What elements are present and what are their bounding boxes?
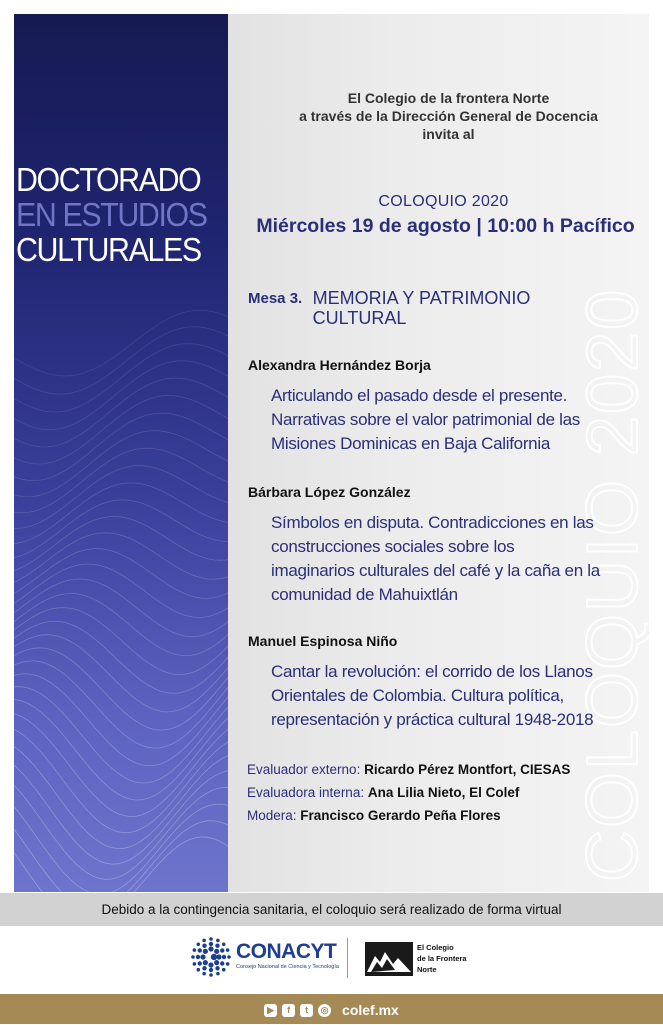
conacyt-logo-icon <box>190 936 232 978</box>
talk-speaker: Alexandra Hernández Borja <box>248 357 431 373</box>
mesa-title <box>313 288 531 328</box>
credit-row <box>247 781 570 804</box>
website-link[interactable]: colef.mx <box>342 1002 399 1019</box>
talk-item <box>248 484 600 607</box>
mesa-label: Mesa 3. <box>248 290 303 307</box>
talk-title-line: representación y práctica cultural 1948-2018 <box>271 710 594 729</box>
talk-title-line: Misiones Dominicas en Baja California <box>271 434 550 453</box>
facebook-icon[interactable]: f <box>282 1004 295 1017</box>
colef-name <box>417 942 467 975</box>
conacyt-subtitle: Consejo Nacional de Ciencia y Tecnología <box>236 964 339 970</box>
talk-title-line: Articulando el pasado desde el presente. <box>271 386 568 405</box>
talk-speaker: Bárbara López González <box>248 484 411 500</box>
talk-item <box>248 633 593 732</box>
program-title-line2: EN ESTUDIOS <box>16 196 207 233</box>
program-title <box>16 162 207 267</box>
intro-line2: a través de la Dirección General de Docencia <box>299 108 598 124</box>
credits-list <box>247 758 570 827</box>
coloquio-watermark <box>569 44 653 884</box>
credit-value: Francisco Gerardo Peña Flores <box>300 808 501 823</box>
talk-speaker: Manuel Espinosa Niño <box>248 633 398 649</box>
colef-name-line: El Colegio <box>417 943 454 952</box>
talk-title <box>271 660 593 732</box>
intro-line3: invita al <box>422 126 475 142</box>
talk-title-line: imaginarios culturales del café y la caña en la <box>271 561 600 580</box>
credit-row <box>247 804 570 827</box>
virtual-notice: Debido a la contingencia sanitaria, el coloquio será realizado de forma virtual <box>0 893 663 926</box>
credit-value: Ricardo Pérez Montfort, CIESAS <box>364 762 571 777</box>
mesa-heading <box>248 288 530 328</box>
svg-text:COLOQUIO 2020: COLOQUIO 2020 <box>573 287 653 882</box>
footer-bar <box>0 994 663 1024</box>
talk-title-line: construcciones sociales sobre los <box>271 537 515 556</box>
talk-title-line: Narrativas sobre el valor patrimonial de las <box>271 410 580 429</box>
credit-label: Evaluador externo: <box>247 762 361 777</box>
wave-lines-decoration <box>14 14 228 892</box>
event-name: COLOQUIO 2020 <box>378 193 509 210</box>
colef-name-line: de la Frontera <box>417 954 467 963</box>
twitter-icon[interactable]: t <box>300 1004 313 1017</box>
talk-item <box>248 357 580 456</box>
mesa-title-line1: MEMORIA Y PATRIMONIO <box>312 288 531 308</box>
credit-label: Evaluadora interna: <box>247 785 365 800</box>
instagram-icon[interactable]: ◎ <box>318 1004 331 1017</box>
youtube-icon[interactable]: ▶ <box>264 1004 277 1017</box>
colef-logo-icon <box>365 942 413 976</box>
colef-name-line: Norte <box>417 965 437 974</box>
conacyt-name: CONACYT <box>236 940 337 963</box>
sponsor-logos <box>0 926 663 994</box>
credit-label: Modera: <box>247 808 297 823</box>
event-datetime: Miércoles 19 de agosto | 10:00 h Pacífico <box>256 215 635 237</box>
credit-value: Ana Lilia Nieto, El Colef <box>367 785 520 800</box>
talk-title-line: Símbolos en disputa. Contradicciones en las <box>271 513 594 532</box>
talk-title <box>271 384 580 456</box>
talk-title-line: Orientales de Colombia. Cultura política, <box>271 686 564 705</box>
credit-row <box>247 758 570 781</box>
invitation-intro <box>228 89 649 143</box>
program-title-line1: DOCTORADO <box>16 161 201 198</box>
talk-title-line: comunidad de Mahuixtlán <box>271 585 458 604</box>
logo-divider <box>347 938 348 978</box>
mesa-title-line2: CULTURAL <box>312 308 407 328</box>
talk-title-line: Cantar la revolución: el corrido de los Llanos <box>271 662 593 681</box>
program-title-line3: CULTURALES <box>16 231 201 268</box>
event-header <box>228 193 649 238</box>
program-panel <box>14 14 228 892</box>
talk-title <box>271 511 600 607</box>
intro-line1: El Colegio de la frontera Norte <box>347 90 550 106</box>
